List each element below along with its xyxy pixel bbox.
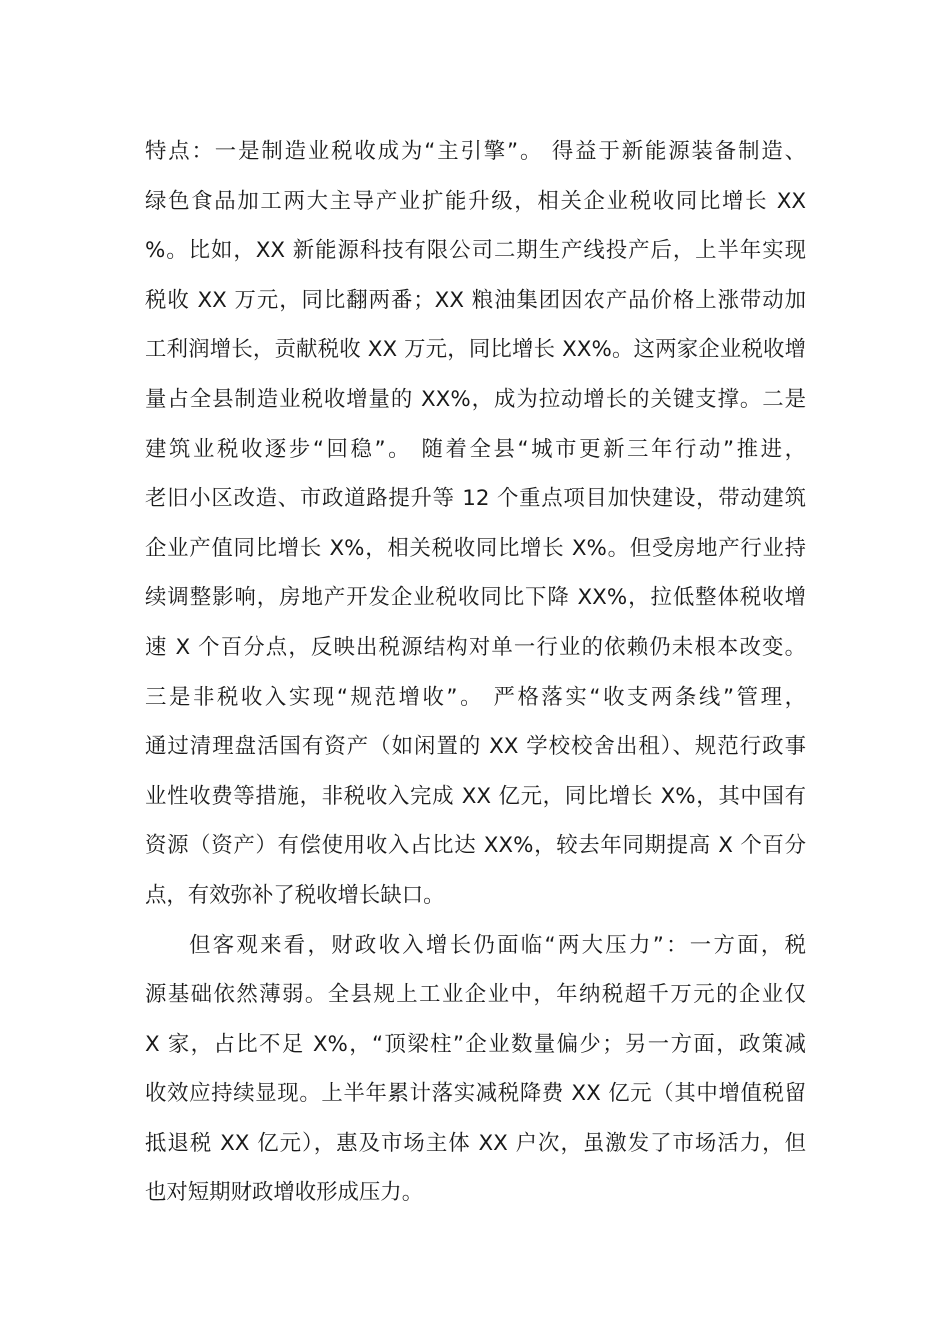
text-line: 速 X 个百分点，反映出税源结构对单一行业的依赖仍未根本改变。 [145, 634, 806, 660]
text-line: 资源（资产）有偿使用收入占比达 XX%，较去年同期提高 X 个百分 [145, 833, 806, 859]
text-line: 老旧小区改造、市政道路提升等 12 个重点项目加快建设，带动建筑 [145, 486, 806, 512]
paragraph-2 [145, 921, 806, 1219]
paragraph-1 [145, 127, 806, 921]
text-line: 特点：一是制造业税收成为“主引擎”。 得益于新能源装备制造、 [145, 139, 806, 164]
text-line: 绿色食品加工两大主导产业扩能升级，相关企业税收同比增长 XX [145, 188, 806, 214]
text-line: 续调整影响，房地产开发企业税收同比下降 XX%，拉低整体税收增 [145, 585, 806, 611]
text-line: %。比如，XX 新能源科技有限公司二期生产线投产后，上半年实现 [145, 238, 806, 264]
text-line: 源基础依然薄弱。全县规上工业企业中，年纳税超千万元的企业仅 [145, 982, 806, 1008]
text-line: 工利润增长，贡献税收 XX 万元，同比增长 XX%。这两家企业税收增 [145, 337, 806, 363]
text-line: 抵退税 XX 亿元），惠及市场主体 XX 户次，虽激发了市场活力，但 [145, 1130, 806, 1156]
text-line: 也对短期财政增收形成压力。 [145, 1180, 424, 1206]
text-line: 点，有效弥补了税收增长缺口。 [145, 882, 445, 908]
text-line: 通过清理盘活国有资产（如闲置的 XX 学校校舍出租）、规范行政事 [145, 734, 806, 760]
text-line: 但客观来看，财政收入增长仍面临“两大压力”：一方面，税 [189, 932, 806, 958]
text-line: 量占全县制造业税收增量的 XX%，成为拉动增长的关键支撑。二是 [145, 386, 806, 412]
text-line: 三是非税收入实现“规范增收”。 严格落实“收支两条线”管理， [145, 684, 806, 710]
text-line: 企业产值同比增长 X%，相关税收同比增长 X%。但受房地产行业持 [145, 535, 806, 561]
text-line: 收效应持续显现。上半年累计落实减税降费 XX 亿元（其中增值税留 [145, 1081, 806, 1107]
text-line: X 家，占比不足 X%，“顶梁柱”企业数量偏少；另一方面，政策减 [145, 1031, 806, 1057]
text-line: 税收 XX 万元，同比翻两番；XX 粮油集团因农产品价格上涨带动加 [145, 287, 806, 313]
text-line: 业性收费等措施，非税收入完成 XX 亿元，同比增长 X%，其中国有 [145, 783, 806, 809]
text-line: 建筑业税收逐步“回稳”。 随着全县“城市更新三年行动”推进， [145, 436, 806, 462]
document-page [145, 127, 806, 1218]
